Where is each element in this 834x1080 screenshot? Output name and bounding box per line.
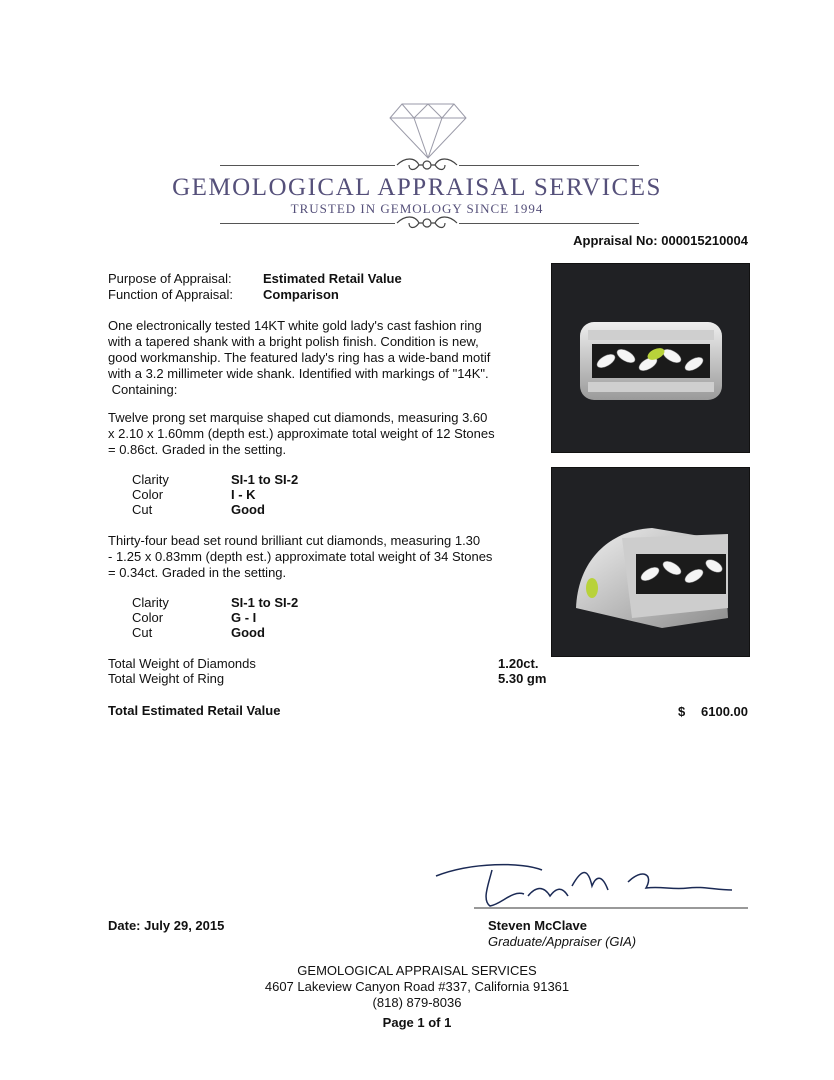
signature-image bbox=[432, 856, 752, 914]
total-retail-value: 6100.00 bbox=[701, 704, 748, 719]
stones2-cut-value: Good bbox=[231, 625, 265, 640]
ring-top-view-image bbox=[552, 264, 749, 452]
total-diamonds-label: Total Weight of Diamonds bbox=[108, 656, 256, 671]
diamond-logo-icon bbox=[388, 100, 468, 160]
stones1-line: Twelve prong set marquise shaped cut diamonds, measuring 3.60 bbox=[108, 410, 488, 425]
description-line: with a 3.2 millimeter wide shank. Identified with markings of "14K". bbox=[108, 366, 489, 381]
appraisal-date: Date: July 29, 2015 bbox=[108, 918, 225, 933]
description-line: Containing: bbox=[108, 382, 178, 397]
total-ring-value: 5.30 gm bbox=[498, 671, 547, 686]
stones2-color-label: Color bbox=[132, 610, 164, 625]
company-logo-title: GEMOLOGICAL APPRAISAL SERVICES bbox=[172, 174, 662, 201]
function-value: Comparison bbox=[263, 287, 339, 302]
purpose-label: Purpose of Appraisal: bbox=[108, 271, 232, 286]
stones1-cut-value: Good bbox=[231, 502, 265, 517]
stones1-line: x 2.10 x 1.60mm (depth est.) approximate total weight of 12 Stones bbox=[108, 426, 495, 441]
stones2-clarity-label: Clarity bbox=[132, 595, 169, 610]
footer-phone: (818) 879-8036 bbox=[372, 995, 462, 1010]
stones1-cut-label: Cut bbox=[132, 502, 153, 517]
total-retail-currency: $ bbox=[678, 704, 686, 719]
function-label: Function of Appraisal: bbox=[108, 287, 234, 302]
header-rule-bottom-right bbox=[459, 223, 639, 224]
stones1-clarity-value: SI-1 to SI-2 bbox=[231, 472, 299, 487]
stones2-line: - 1.25 x 0.83mm (depth est.) approximate total weight of 34 Stones bbox=[108, 549, 493, 564]
total-retail-label: Total Estimated Retail Value bbox=[108, 703, 281, 718]
description-line: One electronically tested 14KT white gold lady's cast fashion ring bbox=[108, 318, 482, 333]
stones2-line: Thirty-four bead set round brilliant cut diamonds, measuring 1.30 bbox=[108, 533, 481, 548]
ornament-icon bbox=[395, 213, 459, 233]
ring-photo-side bbox=[551, 467, 750, 657]
description-line: with a tapered shank with a bright polish finish. Condition is new, bbox=[108, 334, 479, 349]
stones2-description bbox=[108, 533, 538, 581]
appraiser-name: Steven McClave bbox=[488, 918, 587, 933]
footer-address: 4607 Lakeview Canyon Road #337, California 91361 bbox=[264, 979, 570, 994]
total-diamonds-value: 1.20ct. bbox=[498, 656, 539, 671]
stones1-color-value: I - K bbox=[231, 487, 256, 502]
stones1-line: = 0.86ct. Graded in the setting. bbox=[108, 442, 287, 457]
stones1-clarity-label: Clarity bbox=[132, 472, 169, 487]
description bbox=[108, 318, 528, 398]
ring-photo-top bbox=[551, 263, 750, 453]
purpose-value: Estimated Retail Value bbox=[263, 271, 402, 286]
footer-company: GEMOLOGICAL APPRAISAL SERVICES bbox=[297, 963, 537, 978]
description-line: good workmanship. The featured lady's ring has a wide-band motif bbox=[108, 350, 491, 365]
stones1-description bbox=[108, 410, 538, 458]
stones2-cut-label: Cut bbox=[132, 625, 153, 640]
total-ring-label: Total Weight of Ring bbox=[108, 671, 225, 686]
ring-side-view-image bbox=[552, 468, 749, 656]
stones2-color-value: G - I bbox=[231, 610, 257, 625]
appraiser-title: Graduate/Appraiser (GIA) bbox=[488, 934, 637, 949]
appraisal-number: Appraisal No: 000015210004 bbox=[573, 233, 748, 248]
stones1-color-label: Color bbox=[132, 487, 164, 502]
stones2-clarity-value: SI-1 to SI-2 bbox=[231, 595, 299, 610]
header-rule-top-right bbox=[459, 165, 639, 166]
header-rule-top bbox=[220, 165, 395, 166]
ornament-icon bbox=[395, 155, 459, 175]
page-number: Page 1 of 1 bbox=[382, 1015, 452, 1030]
stones2-line: = 0.34ct. Graded in the setting. bbox=[108, 565, 287, 580]
header-rule-bottom bbox=[220, 223, 395, 224]
company-tagline: TRUSTED IN GEMOLOGY SINCE 1994 bbox=[290, 201, 544, 216]
